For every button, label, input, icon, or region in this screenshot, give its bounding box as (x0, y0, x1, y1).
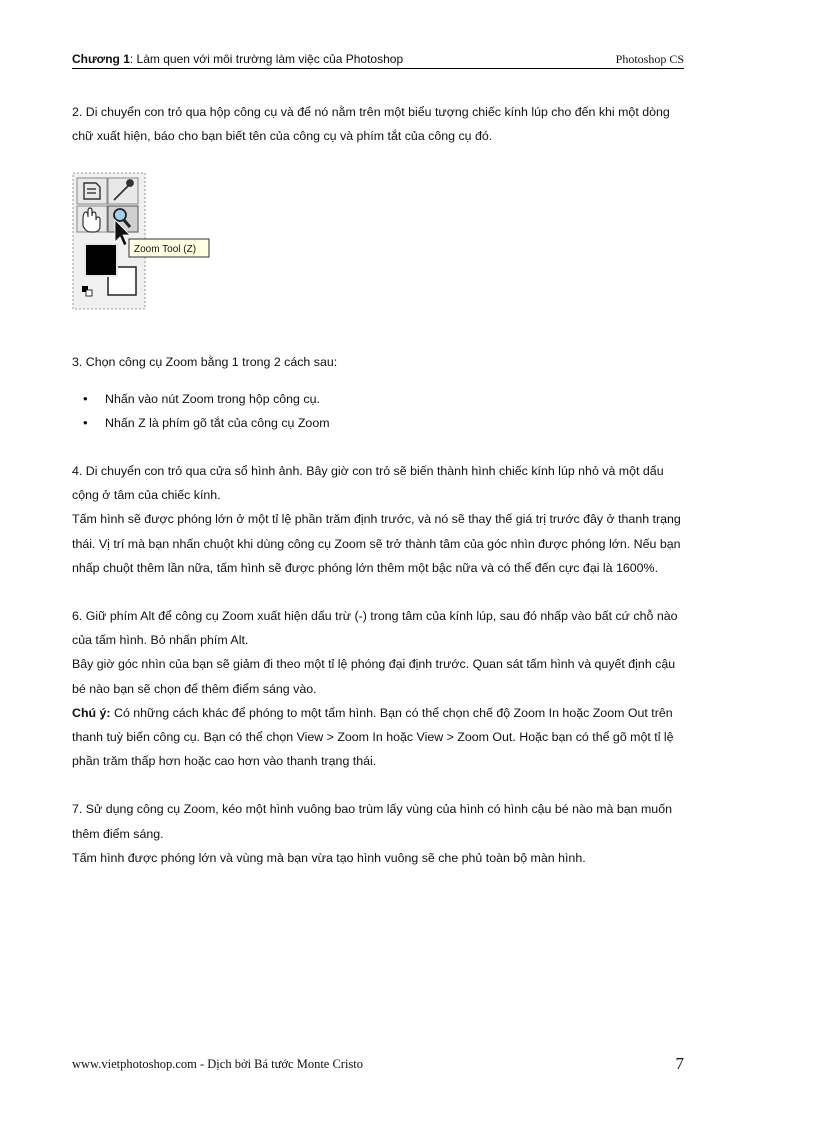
page-header (72, 52, 684, 69)
list-item: • Nhấn vào nút Zoom trong hộp công cụ. (105, 387, 690, 411)
document-body (72, 100, 690, 870)
page-footer (72, 1054, 684, 1075)
list-item: • Nhấn Z là phím gõ tắt của công cụ Zoom (105, 411, 690, 435)
chapter-title-text: : Làm quen với môi trường làm việc của Photoshop (129, 52, 404, 66)
toolbox-figure (72, 172, 690, 322)
step-7-detail: Tấm hình được phóng lớn và vùng mà bạn vừa tạo hình vuông sẽ che phủ toàn bộ màn hình. (72, 850, 586, 865)
step-6-detail: Bây giờ góc nhìn của bạn sẽ giảm đi theo một tỉ lệ phóng đại định trước. Quan sát tấm hình và quyết định cậu bé nào bạn sẽ chọn để thêm điểm sáng vào. (72, 657, 676, 696)
chapter-title (72, 52, 403, 66)
step-3-paragraph: 3. Chọn công cụ Zoom bằng 1 trong 2 cách sau: (72, 355, 338, 370)
note-text: Có những cách khác để phóng to một tấm hình. Bạn có thể chọn chế độ Zoom In hoặc Zoom Out trên thanh tuỳ biến công cụ. Bạn có thể chọn View > Zoom In hoặc View > Zoom Out. Hoặc bạn có thể gõ một tỉ lệ phần trăm thấp hơn hoặc cao hơn vào thanh trạng thái. (72, 705, 674, 769)
toolbox-screenshot (72, 172, 232, 322)
note-paragraph (72, 701, 690, 774)
notes-tool-button (77, 178, 107, 204)
step-7-paragraph: 7. Sử dụng công cụ Zoom, kéo một hình vuông bao trùm lấy vùng của hình có hình cậu bé nào mà bạn muốn thêm điểm sáng. (72, 802, 672, 841)
step-6-paragraph: 6. Giữ phím Alt để công cụ Zoom xuất hiện dấu trừ (-) trong tâm của kính lúp, sau đó nhấp vào bất cứ chỗ nào của tấm hình. Bỏ nhấn phím Alt. (72, 609, 678, 648)
zoom-tool-tooltip: Zoom Tool (Z) (134, 244, 197, 256)
page-number: 7 (675, 1054, 684, 1073)
footer-source: www.vietphotoshop.com - Dịch bởi Bá tước Monte Cristo (72, 1057, 364, 1071)
chapter-label: Chương 1 (72, 52, 130, 66)
step-4-paragraph: 4. Di chuyển con trỏ qua cửa sổ hình ảnh. Bây giờ con trỏ sẽ biến thành hình chiếc kính lúp nhỏ và một dấu cộng ở tâm của chiếc kính. (72, 464, 664, 503)
note-label: Chú ý: (72, 705, 111, 720)
step-4-detail: Tấm hình sẽ được phóng lớn ở một tỉ lệ phần trăm định trước, và nó sẽ thay thế giá trị trước đây ở thanh trạng thái. Vị trí mà bạn nhấn chuột khi dùng công cụ Zoom sẽ trở thành tâm của góc nhìn được phóng lớn. Nếu bạn nhấp chuột thêm lần nữa, tấm hình sẽ được phóng lớn thêm một bậc nữa và có thể đến cực đại là 1600%. (72, 512, 681, 575)
foreground-color-swatch (85, 244, 117, 276)
step-2-paragraph: 2. Di chuyển con trỏ qua hộp công cụ và để nó nằm trên một biểu tượng chiếc kính lúp cho đến khi một dòng chữ xuất hiện, báo cho bạn biết tên của công cụ và phím tắt của công cụ đó. (72, 105, 670, 144)
product-name: Photoshop CS (615, 52, 684, 66)
step-3-options (72, 387, 690, 435)
